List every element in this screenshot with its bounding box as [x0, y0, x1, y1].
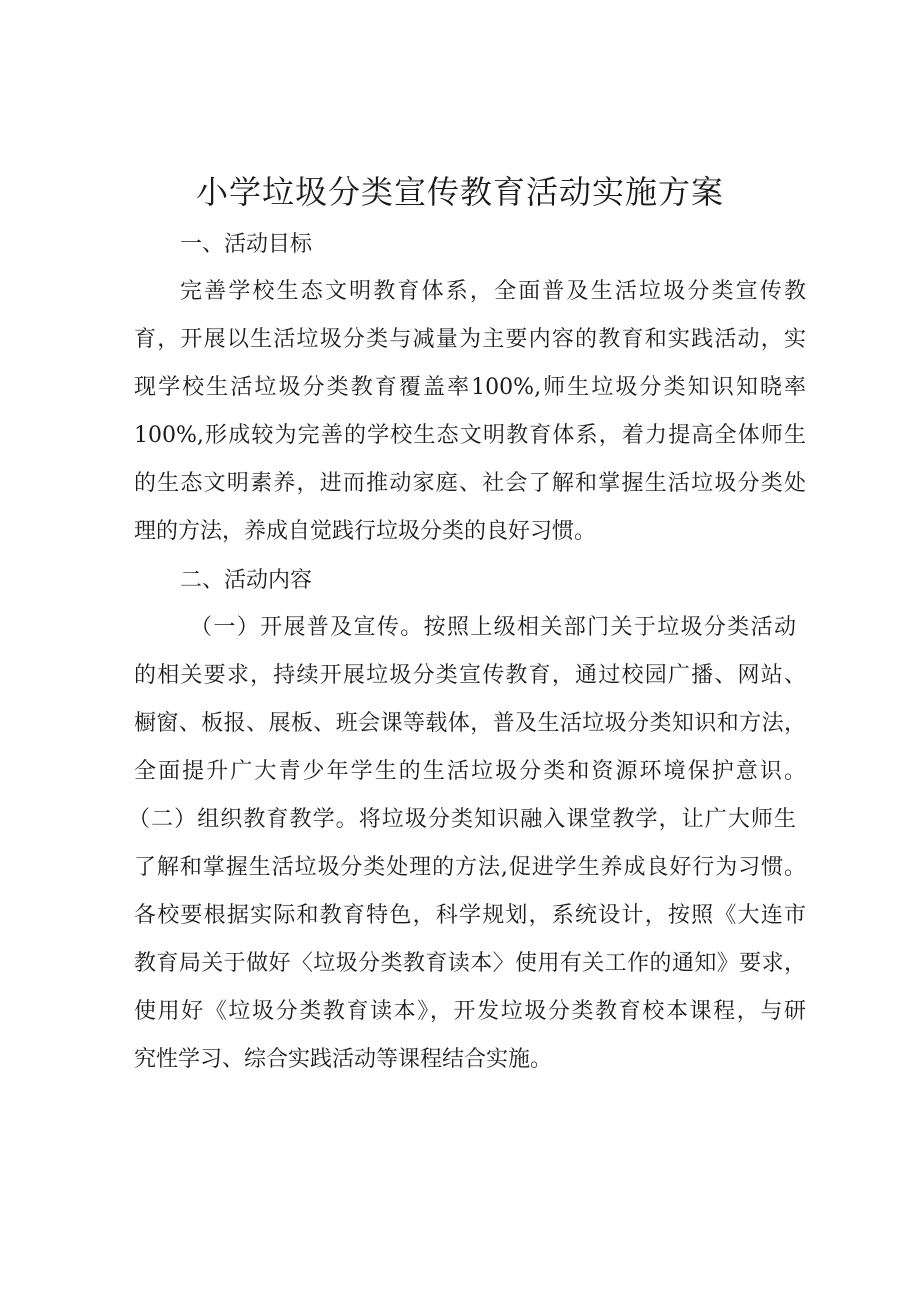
paragraph-line: 了解和掌握生活垃圾分类处理的方法,促进学生养成良好行为习惯。: [134, 855, 806, 880]
document-title: 小学垃圾分类宣传教育活动实施方案: [195, 173, 724, 211]
paragraph-line: 橱窗、板报、展板、班会课等载体，普及生活垃圾分类知识和方法，: [134, 711, 806, 736]
paragraph-line: 全面提升广大青少年学生的生活垃圾分类和资源环境保护意识。: [134, 759, 806, 784]
section-heading-content: 二、活动内容: [180, 568, 313, 593]
paragraph-line: 完善学校生态文明教育体系，全面普及生活垃圾分类宣传教: [180, 279, 806, 304]
paragraph-line: 各校要根据实际和教育特色，科学规划，系统设计，按照《大连市: [134, 903, 806, 928]
paragraph-line: 的相关要求，持续开展垃圾分类宣传教育，通过校园广播、网站、: [134, 663, 806, 688]
section-heading-goals: 一、活动目标: [180, 232, 313, 257]
paragraph-line: 使用好《垃圾分类教育读本》，开发垃圾分类教育校本课程，与研: [134, 999, 806, 1024]
paragraph-line: 育，开展以生活垃圾分类与减量为主要内容的教育和实践活动，实: [134, 327, 806, 352]
paragraph-line: （二）组织教育教学。将垃圾分类知识融入课堂教学，让广大师生: [128, 807, 796, 832]
paragraph-line: 的生态文明素养，进而推动家庭、社会了解和掌握生活垃圾分类处: [134, 471, 806, 496]
paragraph-line: 教育局关于做好〈垃圾分类教育读本〉使用有关工作的通知》要求，: [134, 951, 806, 976]
paragraph-line: 究性学习、综合实践活动等课程结合实施。: [134, 1047, 553, 1072]
paragraph-line: 现学校生活垃圾分类教育覆盖率100%,师生垃圾分类知识知晓率: [134, 375, 806, 400]
paragraph-line: 理的方法，养成自觉践行垃圾分类的良好习惯。: [134, 519, 597, 544]
paragraph-line: 100%,形成较为完善的学校生态文明教育体系，着力提高全体师生: [134, 423, 806, 448]
paragraph-line: （一）开展普及宣传。按照上级相关部门关于垃圾分类活动: [190, 615, 796, 640]
